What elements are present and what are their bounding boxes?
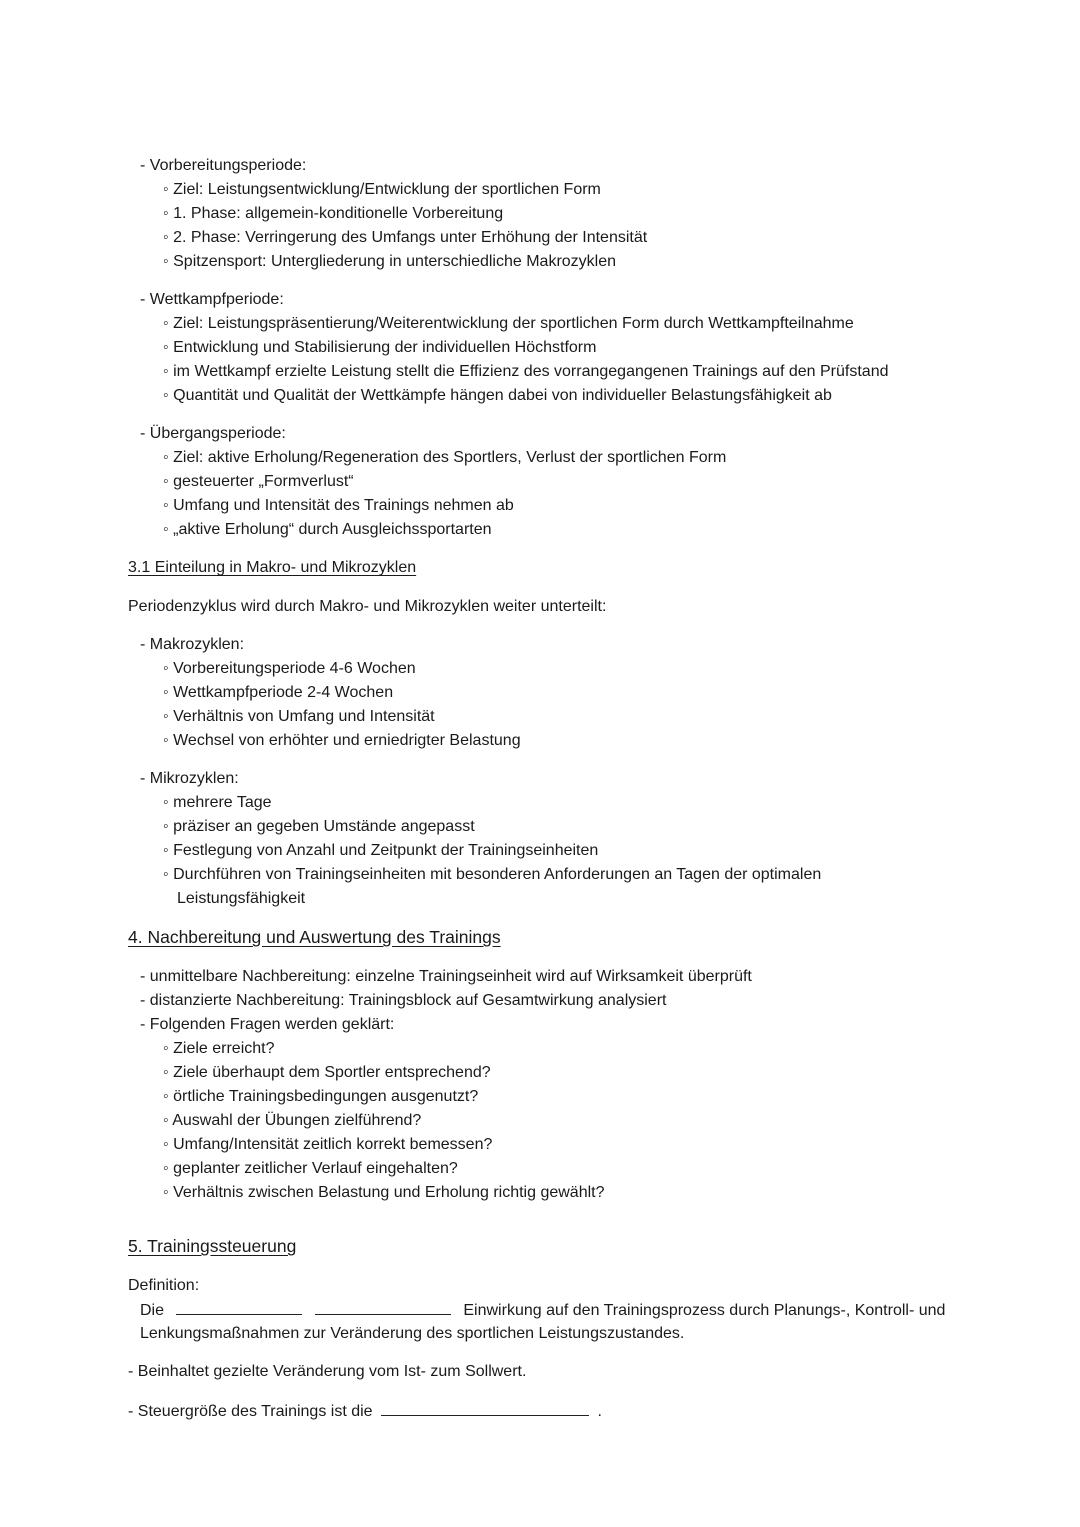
list-item: ◦ präziser an gegeben Umstände angepasst	[163, 818, 475, 835]
definition-rest: Einwirkung auf den Trainingsprozess durch Planungs-, Kontroll- und	[463, 1302, 946, 1319]
list-item: ◦ 2. Phase: Verringerung des Umfangs unter Erhöhung der Intensität	[163, 229, 648, 246]
list-item: ◦ Durchführen von Trainingseinheiten mit besonderen Anforderungen an Tagen der optimalen	[163, 866, 822, 883]
section-title-vorbereitungsperiode: - Vorbereitungsperiode:	[140, 157, 307, 174]
list-item: ◦ Verhältnis zwischen Belastung und Erholung richtig gewählt?	[163, 1184, 605, 1201]
list-item: ◦ Umfang und Intensität des Trainings nehmen ab	[163, 497, 514, 514]
list-item: ◦ Wechsel von erhöhter und erniedrigter Belastung	[163, 732, 521, 749]
section-title-mikrozyklen: - Mikrozyklen:	[140, 770, 239, 787]
list-item: ◦ Wettkampfperiode 2-4 Wochen	[163, 684, 394, 701]
list-item: ◦ Entwicklung und Stabilisierung der individuellen Höchstform	[163, 339, 597, 356]
list-item: ◦ Ziele erreicht?	[163, 1040, 275, 1057]
point-ist-sollwert: - Beinhaltet gezielte Veränderung vom Ist- zum Sollwert.	[128, 1363, 527, 1380]
list-item: ◦ Ziel: Leistungsentwicklung/Entwicklung der sportlichen Form	[163, 181, 601, 198]
list-item: ◦ Ziele überhaupt dem Sportler entsprechend?	[163, 1064, 491, 1081]
heading-4: 4. Nachbereitung und Auswertung des Trainings	[128, 927, 501, 947]
list-item: ◦ Umfang/Intensität zeitlich korrekt bemessen?	[163, 1136, 493, 1153]
list-item: - Folgenden Fragen werden geklärt:	[140, 1016, 395, 1033]
definition-label: Definition:	[128, 1277, 200, 1294]
fill-in-blank-1[interactable]	[176, 1300, 302, 1315]
intro-paragraph: Periodenzyklus wird durch Makro- und Mikrozyklen weiter unterteilt:	[128, 598, 607, 615]
list-item: ◦ im Wettkampf erzielte Leistung stellt die Effizienz des vorrangegangenen Trainings auf den Prüfstand	[163, 363, 889, 380]
section-title-makrozyklen: - Makrozyklen:	[140, 636, 245, 653]
definition-text	[140, 1300, 945, 1321]
list-item: ◦ Ziel: aktive Erholung/Regeneration des Sportlers, Verlust der sportlichen Form	[163, 449, 727, 466]
list-item: ◦ Spitzensport: Untergliederung in unterschiedliche Makrozyklen	[163, 253, 617, 270]
point-steuergroesse-text: - Steuergröße des Trainings ist die	[128, 1403, 373, 1420]
list-item: ◦ gesteuerter „Formverlust“	[163, 473, 354, 490]
list-item: ◦ Quantität und Qualität der Wettkämpfe hängen dabei von individueller Belastungsfähigkeit ab	[163, 387, 832, 404]
list-item: ◦ geplanter zeitlicher Verlauf eingehalten?	[163, 1160, 458, 1177]
list-item: ◦ Festlegung von Anzahl und Zeitpunkt der Trainingseinheiten	[163, 842, 599, 859]
definition-start: Die	[140, 1302, 165, 1319]
list-item: - distanzierte Nachbereitung: Trainingsblock auf Gesamtwirkung analysiert	[140, 992, 667, 1009]
sentence-period: .	[597, 1403, 602, 1420]
list-item: ◦ Verhältnis von Umfang und Intensität	[163, 708, 435, 725]
list-item: ◦ örtliche Trainingsbedingungen ausgenutzt?	[163, 1088, 479, 1105]
list-item: ◦ Vorbereitungsperiode 4-6 Wochen	[163, 660, 416, 677]
fill-in-blank-3[interactable]	[381, 1401, 589, 1416]
list-item-continuation: Leistungsfähigkeit	[177, 890, 306, 907]
definition-line-2: Lenkungsmaßnahmen zur Veränderung des sportlichen Leistungszustandes.	[140, 1325, 685, 1342]
point-steuergroesse	[128, 1401, 602, 1422]
list-item: ◦ Auswahl der Übungen zielführend?	[163, 1112, 422, 1129]
list-item: ◦ „aktive Erholung“ durch Ausgleichssportarten	[163, 521, 492, 538]
fill-in-blank-2[interactable]	[315, 1300, 451, 1315]
list-item: ◦ mehrere Tage	[163, 794, 272, 811]
list-item: - unmittelbare Nachbereitung: einzelne Trainingseinheit wird auf Wirksamkeit überprüft	[140, 968, 752, 985]
list-item: ◦ 1. Phase: allgemein-konditionelle Vorbereitung	[163, 205, 504, 222]
heading-5: 5. Trainingssteuerung	[128, 1236, 297, 1256]
section-title-uebergangsperiode: - Übergangsperiode:	[140, 425, 286, 442]
heading-3-1: 3.1 Einteilung in Makro- und Mikrozyklen	[128, 559, 417, 576]
section-title-wettkampfperiode: - Wettkampfperiode:	[140, 291, 284, 308]
list-item: ◦ Ziel: Leistungspräsentierung/Weiterentwicklung der sportlichen Form durch Wettkampfteilnahme	[163, 315, 854, 332]
